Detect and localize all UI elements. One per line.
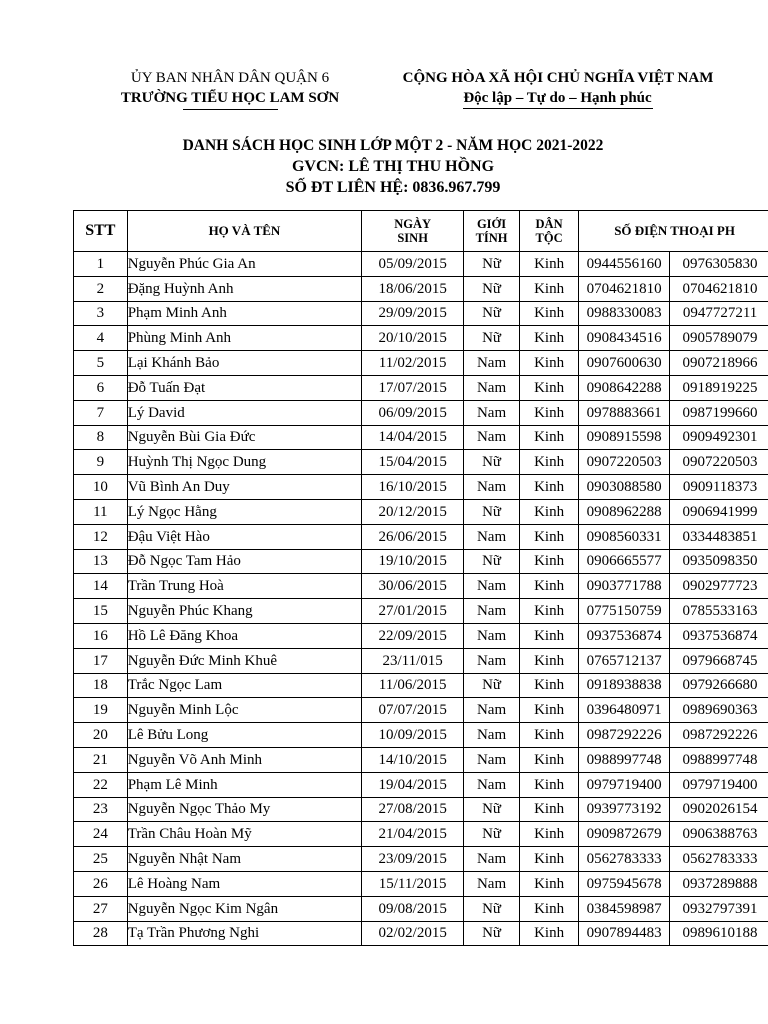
student-table <box>73 210 768 946</box>
row-phone-1: 0908434516 <box>579 326 670 351</box>
header-dob-line2: SINH <box>397 231 428 245</box>
row-name: Trắc Ngọc Lam <box>127 673 362 698</box>
row-name: Đỗ Tuấn Đạt <box>127 375 362 400</box>
row-stt: 16 <box>74 623 128 648</box>
contact-phone: SỐ ĐT LIÊN HỆ: 0836.967.799 <box>285 179 501 196</box>
row-dob: 27/01/2015 <box>362 599 464 624</box>
row-phone-1: 0979719400 <box>579 772 670 797</box>
row-ethnic: Kinh <box>519 425 578 450</box>
row-phone-1: 0907600630 <box>579 351 670 376</box>
row-name: Tạ Trần Phương Nghi <box>127 921 362 946</box>
row-gender: Nữ <box>464 301 520 326</box>
row-gender: Nữ <box>464 797 520 822</box>
row-gender: Nữ <box>464 921 520 946</box>
row-ethnic: Kinh <box>519 871 578 896</box>
row-name: Nguyễn Phúc Gia An <box>127 252 362 277</box>
row-gender: Nam <box>464 351 520 376</box>
row-dob: 23/11/015 <box>362 648 464 673</box>
table-row <box>74 549 768 574</box>
row-dob: 15/11/2015 <box>362 871 464 896</box>
row-phone-1: 0987292226 <box>579 723 670 748</box>
row-gender: Nam <box>464 747 520 772</box>
row-dob: 22/09/2015 <box>362 623 464 648</box>
row-phone-1: 0944556160 <box>579 252 670 277</box>
row-gender: Nữ <box>464 549 520 574</box>
class-list-title: DANH SÁCH HỌC SINH LỚP MỘT 2 - NĂM HỌC 2021-2022 <box>182 137 604 154</box>
header-right <box>378 68 738 109</box>
row-ethnic: Kinh <box>519 847 578 872</box>
row-gender: Nữ <box>464 276 520 301</box>
row-dob: 15/04/2015 <box>362 450 464 475</box>
row-phone-2: 0909492301 <box>670 425 768 450</box>
row-ethnic: Kinh <box>519 599 578 624</box>
row-phone-2: 0932797391 <box>670 896 768 921</box>
row-dob: 06/09/2015 <box>362 400 464 425</box>
header-ethnic <box>519 211 578 252</box>
table-row <box>74 673 768 698</box>
header-ethnic-line1: DÂN <box>535 217 563 231</box>
row-phone-1: 0939773192 <box>579 797 670 822</box>
header-gender <box>464 211 520 252</box>
row-stt: 12 <box>74 524 128 549</box>
row-stt: 14 <box>74 574 128 599</box>
row-phone-1: 0908642288 <box>579 375 670 400</box>
row-gender: Nữ <box>464 673 520 698</box>
row-ethnic: Kinh <box>519 574 578 599</box>
row-ethnic: Kinh <box>519 921 578 946</box>
row-phone-1: 0918938838 <box>579 673 670 698</box>
row-gender: Nữ <box>464 450 520 475</box>
header-gender-line1: GIỚI <box>476 217 507 231</box>
row-dob: 09/08/2015 <box>362 896 464 921</box>
row-phone-1: 0396480971 <box>579 698 670 723</box>
row-gender: Nữ <box>464 896 520 921</box>
row-name: Nguyễn Ngọc Thảo My <box>127 797 362 822</box>
school-name: TRƯỜNG TIỂU HỌC LAM SƠN <box>120 90 340 106</box>
row-gender: Nam <box>464 475 520 500</box>
homeroom-teacher: GVCN: LÊ THỊ THU HỒNG <box>291 158 495 175</box>
row-phone-2: 0935098350 <box>670 549 768 574</box>
table-row <box>74 524 768 549</box>
row-stt: 21 <box>74 747 128 772</box>
header-gender-line2: TÍNH <box>475 231 508 245</box>
row-gender: Nữ <box>464 499 520 524</box>
row-phone-2: 0976305830 <box>670 252 768 277</box>
row-name: Đỗ Ngọc Tam Hảo <box>127 549 362 574</box>
table-row <box>74 574 768 599</box>
row-stt: 18 <box>74 673 128 698</box>
table-row <box>74 326 768 351</box>
table-row <box>74 252 768 277</box>
row-phone-1: 0903771788 <box>579 574 670 599</box>
row-stt: 2 <box>74 276 128 301</box>
row-ethnic: Kinh <box>519 549 578 574</box>
row-stt: 24 <box>74 822 128 847</box>
row-name: Huỳnh Thị Ngọc Dung <box>127 450 362 475</box>
table-row <box>74 425 768 450</box>
header-parent-phone: SỐ ĐIỆN THOẠI PH <box>579 211 768 252</box>
row-ethnic: Kinh <box>519 475 578 500</box>
row-phone-2: 0785533163 <box>670 599 768 624</box>
row-stt: 23 <box>74 797 128 822</box>
row-ethnic: Kinh <box>519 698 578 723</box>
row-phone-2: 0907218966 <box>670 351 768 376</box>
row-phone-2: 0979719400 <box>670 772 768 797</box>
row-dob: 05/09/2015 <box>362 252 464 277</box>
row-dob: 27/08/2015 <box>362 797 464 822</box>
row-dob: 18/06/2015 <box>362 276 464 301</box>
national-title: CỘNG HÒA XÃ HỘI CHỦ NGHĨA VIỆT NAM <box>402 70 714 86</box>
row-ethnic: Kinh <box>519 375 578 400</box>
row-stt: 1 <box>74 252 128 277</box>
row-name: Đặng Huỳnh Anh <box>127 276 362 301</box>
row-stt: 8 <box>74 425 128 450</box>
row-phone-1: 0907220503 <box>579 450 670 475</box>
row-stt: 7 <box>74 400 128 425</box>
row-phone-2: 0907220503 <box>670 450 768 475</box>
row-stt: 19 <box>74 698 128 723</box>
row-ethnic: Kinh <box>519 276 578 301</box>
row-phone-2: 0979668745 <box>670 648 768 673</box>
row-name: Nguyễn Ngọc Kim Ngân <box>127 896 362 921</box>
row-name: Lê Bửu Long <box>127 723 362 748</box>
row-gender: Nam <box>464 400 520 425</box>
row-name: Trần Trung Hoà <box>127 574 362 599</box>
national-motto: Độc lập – Tự do – Hạnh phúc <box>463 88 652 109</box>
row-stt: 26 <box>74 871 128 896</box>
row-ethnic: Kinh <box>519 723 578 748</box>
header-dob <box>362 211 464 252</box>
row-dob: 11/02/2015 <box>362 351 464 376</box>
header-name: HỌ VÀ TÊN <box>127 211 362 252</box>
row-stt: 3 <box>74 301 128 326</box>
table-row <box>74 623 768 648</box>
row-name: Lại Khánh Bảo <box>127 351 362 376</box>
table-row <box>74 772 768 797</box>
row-gender: Nữ <box>464 326 520 351</box>
row-phone-2: 0987292226 <box>670 723 768 748</box>
table-row <box>74 698 768 723</box>
table-row <box>74 723 768 748</box>
row-phone-1: 0384598987 <box>579 896 670 921</box>
table-row <box>74 351 768 376</box>
row-ethnic: Kinh <box>519 326 578 351</box>
row-name: Trần Châu Hoàn Mỹ <box>127 822 362 847</box>
table-row <box>74 375 768 400</box>
row-ethnic: Kinh <box>519 252 578 277</box>
row-stt: 4 <box>74 326 128 351</box>
row-gender: Nam <box>464 623 520 648</box>
row-dob: 20/12/2015 <box>362 499 464 524</box>
row-phone-1: 0908915598 <box>579 425 670 450</box>
row-stt: 25 <box>74 847 128 872</box>
row-phone-2: 0902026154 <box>670 797 768 822</box>
row-name: Lý David <box>127 400 362 425</box>
row-stt: 11 <box>74 499 128 524</box>
row-ethnic: Kinh <box>519 896 578 921</box>
table-row <box>74 499 768 524</box>
row-phone-2: 0905789079 <box>670 326 768 351</box>
header-ethnic-line2: TỘC <box>535 231 563 245</box>
table-row <box>74 648 768 673</box>
row-phone-1: 0937536874 <box>579 623 670 648</box>
row-ethnic: Kinh <box>519 450 578 475</box>
district-committee-name: ỦY BAN NHÂN DÂN QUẬN 6 <box>130 70 330 86</box>
row-name: Nguyễn Minh Lộc <box>127 698 362 723</box>
row-phone-1: 0988997748 <box>579 747 670 772</box>
row-stt: 9 <box>74 450 128 475</box>
row-phone-1: 0562783333 <box>579 847 670 872</box>
row-dob: 29/09/2015 <box>362 301 464 326</box>
row-dob: 14/10/2015 <box>362 747 464 772</box>
row-gender: Nữ <box>464 822 520 847</box>
row-dob: 11/06/2015 <box>362 673 464 698</box>
table-row <box>74 871 768 896</box>
row-name: Nguyễn Phúc Khang <box>127 599 362 624</box>
table-row <box>74 797 768 822</box>
row-phone-1: 0908962288 <box>579 499 670 524</box>
table-row <box>74 921 768 946</box>
row-name: Phùng Minh Anh <box>127 326 362 351</box>
row-stt: 10 <box>74 475 128 500</box>
row-gender: Nam <box>464 847 520 872</box>
row-phone-2: 0989610188 <box>670 921 768 946</box>
table-row <box>74 747 768 772</box>
row-name: Nguyễn Nhật Nam <box>127 847 362 872</box>
row-ethnic: Kinh <box>519 499 578 524</box>
row-gender: Nam <box>464 425 520 450</box>
row-name: Nguyễn Võ Anh Minh <box>127 747 362 772</box>
row-gender: Nam <box>464 648 520 673</box>
row-ethnic: Kinh <box>519 351 578 376</box>
row-name: Phạm Minh Anh <box>127 301 362 326</box>
row-dob: 19/10/2015 <box>362 549 464 574</box>
row-stt: 6 <box>74 375 128 400</box>
table-row <box>74 276 768 301</box>
table-row <box>74 896 768 921</box>
row-phone-2: 0906941999 <box>670 499 768 524</box>
row-name: Lê Hoàng Nam <box>127 871 362 896</box>
row-gender: Nữ <box>464 252 520 277</box>
row-stt: 15 <box>74 599 128 624</box>
row-name: Phạm Lê Minh <box>127 772 362 797</box>
row-gender: Nam <box>464 599 520 624</box>
row-dob: 10/09/2015 <box>362 723 464 748</box>
header-stt: STT <box>74 211 128 252</box>
row-dob: 02/02/2015 <box>362 921 464 946</box>
row-phone-2: 0979266680 <box>670 673 768 698</box>
row-ethnic: Kinh <box>519 772 578 797</box>
row-gender: Nam <box>464 574 520 599</box>
row-gender: Nam <box>464 524 520 549</box>
row-ethnic: Kinh <box>519 747 578 772</box>
row-gender: Nam <box>464 772 520 797</box>
row-name: Lý Ngọc Hằng <box>127 499 362 524</box>
row-phone-1: 0775150759 <box>579 599 670 624</box>
row-dob: 23/09/2015 <box>362 847 464 872</box>
row-name: Nguyễn Bùi Gia Đức <box>127 425 362 450</box>
header-left-underline <box>183 109 278 110</box>
row-phone-2: 0334483851 <box>670 524 768 549</box>
row-phone-1: 0908560331 <box>579 524 670 549</box>
row-phone-2: 0988997748 <box>670 747 768 772</box>
row-phone-2: 0918919225 <box>670 375 768 400</box>
table-body <box>74 252 768 946</box>
table-row <box>74 599 768 624</box>
row-ethnic: Kinh <box>519 673 578 698</box>
row-phone-2: 0987199660 <box>670 400 768 425</box>
row-name: Đậu Việt Hào <box>127 524 362 549</box>
row-stt: 27 <box>74 896 128 921</box>
row-ethnic: Kinh <box>519 301 578 326</box>
row-phone-1: 0978883661 <box>579 400 670 425</box>
table-row <box>74 301 768 326</box>
header-left <box>80 68 380 110</box>
row-phone-1: 0988330083 <box>579 301 670 326</box>
table-row <box>74 822 768 847</box>
row-stt: 5 <box>74 351 128 376</box>
table-header-row <box>74 211 768 252</box>
row-dob: 17/07/2015 <box>362 375 464 400</box>
row-dob: 16/10/2015 <box>362 475 464 500</box>
row-dob: 26/06/2015 <box>362 524 464 549</box>
row-stt: 22 <box>74 772 128 797</box>
row-phone-1: 0704621810 <box>579 276 670 301</box>
document-title <box>40 135 746 198</box>
row-phone-2: 0902977723 <box>670 574 768 599</box>
row-ethnic: Kinh <box>519 648 578 673</box>
row-phone-1: 0906665577 <box>579 549 670 574</box>
row-phone-1: 0975945678 <box>579 871 670 896</box>
table-row <box>74 847 768 872</box>
row-phone-2: 0562783333 <box>670 847 768 872</box>
row-gender: Nam <box>464 723 520 748</box>
header-dob-line1: NGÀY <box>394 217 432 231</box>
row-phone-2: 0906388763 <box>670 822 768 847</box>
row-phone-2: 0937289888 <box>670 871 768 896</box>
row-ethnic: Kinh <box>519 623 578 648</box>
table-row <box>74 400 768 425</box>
row-phone-2: 0947727211 <box>670 301 768 326</box>
table-row <box>74 450 768 475</box>
table-row <box>74 475 768 500</box>
row-name: Nguyễn Đức Minh Khuê <box>127 648 362 673</box>
row-gender: Nam <box>464 871 520 896</box>
row-phone-1: 0907894483 <box>579 921 670 946</box>
row-dob: 30/06/2015 <box>362 574 464 599</box>
row-dob: 19/04/2015 <box>362 772 464 797</box>
row-name: Hồ Lê Đăng Khoa <box>127 623 362 648</box>
row-phone-2: 0989690363 <box>670 698 768 723</box>
row-stt: 28 <box>74 921 128 946</box>
row-phone-1: 0765712137 <box>579 648 670 673</box>
row-stt: 13 <box>74 549 128 574</box>
row-gender: Nam <box>464 698 520 723</box>
row-phone-1: 0903088580 <box>579 475 670 500</box>
row-dob: 14/04/2015 <box>362 425 464 450</box>
row-stt: 17 <box>74 648 128 673</box>
row-phone-1: 0909872679 <box>579 822 670 847</box>
row-dob: 20/10/2015 <box>362 326 464 351</box>
row-dob: 21/04/2015 <box>362 822 464 847</box>
row-ethnic: Kinh <box>519 822 578 847</box>
row-name: Vũ Bình An Duy <box>127 475 362 500</box>
row-stt: 20 <box>74 723 128 748</box>
row-ethnic: Kinh <box>519 524 578 549</box>
row-ethnic: Kinh <box>519 400 578 425</box>
row-dob: 07/07/2015 <box>362 698 464 723</box>
row-phone-2: 0704621810 <box>670 276 768 301</box>
row-phone-2: 0909118373 <box>670 475 768 500</box>
row-gender: Nam <box>464 375 520 400</box>
row-ethnic: Kinh <box>519 797 578 822</box>
row-phone-2: 0937536874 <box>670 623 768 648</box>
